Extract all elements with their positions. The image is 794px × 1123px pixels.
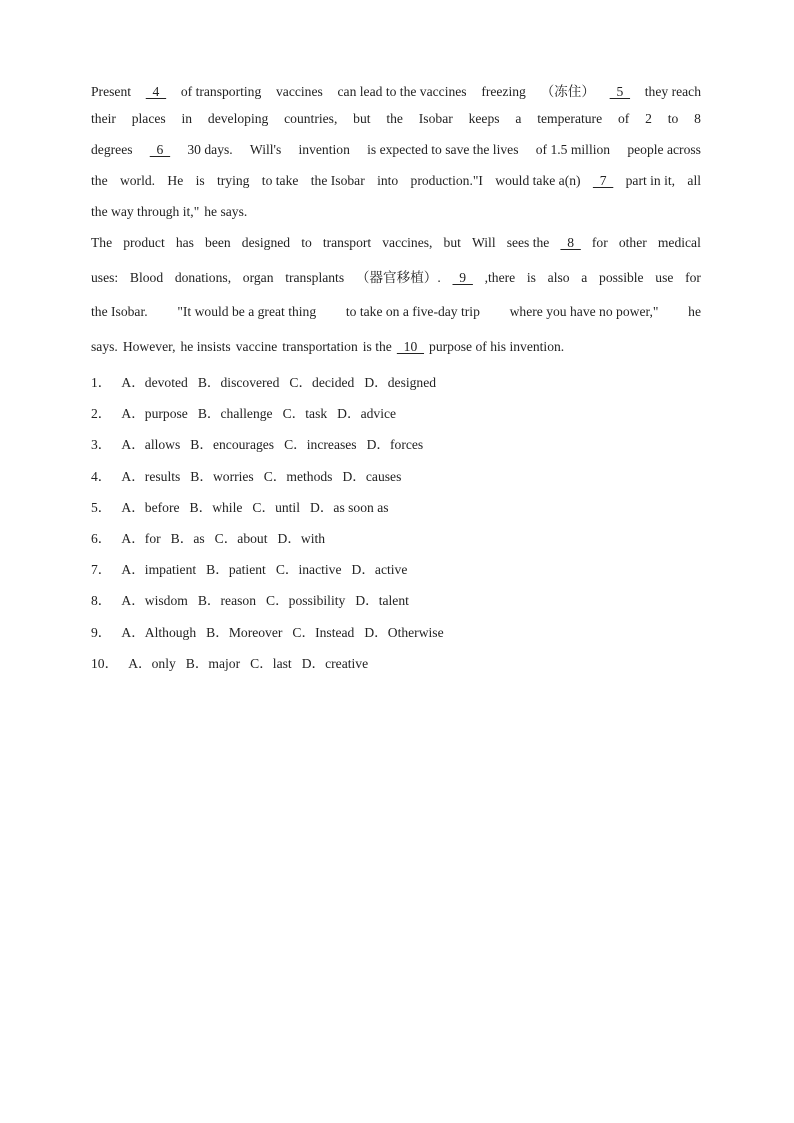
option-a: A．only [128, 655, 176, 671]
passage-word: organ [242, 270, 274, 285]
passage-word: developing [207, 111, 269, 126]
option-a: A．purpose [121, 406, 188, 422]
passage-word: can lead to the vaccines [337, 84, 467, 99]
passage-word: is [195, 173, 205, 188]
passage-word: where you have no power," [509, 304, 659, 319]
question-9 [91, 617, 444, 648]
question-number: 6． [91, 530, 112, 546]
question-number: 1． [91, 375, 112, 390]
question-number: 2． [91, 406, 112, 422]
passage-word: degrees [91, 142, 133, 157]
option-c: C．until [252, 499, 300, 515]
option-d: D．talent [355, 593, 409, 609]
passage-word: of [617, 111, 630, 126]
passage-word: vaccines [276, 84, 323, 99]
option-c: C．methods [263, 468, 333, 484]
passage-word: purpose of his invention. [429, 339, 565, 354]
question-6 [91, 523, 444, 554]
question-number: 10． [91, 655, 119, 671]
passage-word: people across [627, 142, 701, 157]
question-7 [91, 554, 444, 585]
passage-word: possible [599, 270, 644, 285]
passage-word: the way through it," [91, 204, 200, 219]
option-c: C．Instead [292, 624, 355, 640]
option-d: D．designed [364, 375, 437, 390]
question-3 [91, 429, 444, 460]
passage-line [91, 304, 701, 320]
option-d: D．as soon as [310, 499, 389, 515]
passage-line [91, 111, 701, 127]
option-d: D．with [277, 530, 326, 546]
option-b: B．discovered [197, 375, 280, 390]
passage-line [91, 339, 701, 355]
question-4 [91, 461, 444, 492]
option-b: B．challenge [197, 406, 273, 422]
question-number: 8． [91, 593, 112, 609]
option-a: A．before [121, 499, 180, 515]
passage-line [91, 80, 701, 100]
option-c: C．inactive [275, 562, 342, 578]
option-d: D．Otherwise [364, 624, 444, 640]
option-a: A．impatient [121, 562, 197, 578]
passage-line [91, 266, 701, 286]
question-list [91, 367, 444, 679]
passage-word: medical [657, 235, 701, 250]
passage-word: to [667, 111, 679, 126]
passage-word: he insists [180, 339, 231, 354]
option-c: C．task [282, 406, 328, 422]
passage-word: would take a(n) [495, 173, 581, 188]
option-d: D．creative [301, 655, 369, 671]
option-d: D．advice [337, 406, 397, 422]
passage-word: "It would be a great thing [177, 304, 317, 319]
passage-word: sees the [506, 235, 550, 250]
passage-word: invention [298, 142, 350, 157]
blank-9: 9 [452, 270, 473, 285]
passage-word: been [205, 235, 231, 250]
passage-word: Will's [249, 142, 282, 157]
option-a: A．allows [121, 437, 181, 453]
passage-word: 30 days. [187, 142, 233, 157]
option-c: C．decided [289, 375, 355, 390]
passage-word: is expected to save the lives [367, 142, 519, 157]
question-number: 4． [91, 468, 112, 484]
option-d: D．active [351, 562, 408, 578]
passage-word: to [301, 235, 312, 250]
passage-word: places [131, 111, 166, 126]
passage-word: is the [362, 339, 392, 354]
blank-7: 7 [592, 173, 614, 188]
passage-word: freezing [481, 84, 526, 99]
cloze-passage [91, 80, 701, 370]
passage-word: trying [216, 173, 250, 188]
passage-word: transplants [285, 270, 345, 285]
passage-word: other [618, 235, 647, 250]
passage-word: vaccine [235, 339, 278, 354]
passage-word: countries, [284, 111, 338, 126]
passage-word: in [181, 111, 193, 126]
passage-word: transport [322, 235, 372, 250]
option-c: C．last [250, 655, 292, 671]
passage-word: he says. [204, 204, 248, 219]
passage-word: also [547, 270, 570, 285]
option-c: C．increases [284, 437, 357, 453]
passage-line [91, 204, 701, 220]
question-number: 5． [91, 499, 112, 515]
passage-word: vaccines, [382, 235, 433, 250]
passage-word: He [167, 173, 184, 188]
passage-word: 2 [645, 111, 652, 126]
passage-word: into [377, 173, 399, 188]
question-number: 9． [91, 624, 112, 640]
passage-word: the Isobar. [91, 304, 148, 319]
option-c: C．possibility [266, 593, 346, 609]
option-a: A．wisdom [121, 593, 188, 609]
passage-word: says. [91, 339, 118, 354]
passage-word: to take [261, 173, 299, 188]
question-8 [91, 585, 444, 616]
passage-word: of 1.5 million [535, 142, 611, 157]
passage-word: a [515, 111, 522, 126]
option-a: A．Although [121, 624, 197, 640]
blank-10: 10 [396, 339, 425, 354]
passage-word: Present [91, 84, 132, 99]
passage-line [91, 173, 701, 189]
option-b: B．worries [190, 468, 254, 484]
passage-word: ,there [484, 270, 516, 285]
exam-page [91, 80, 701, 671]
passage-word: they reach [644, 84, 701, 99]
passage-word: The [91, 235, 113, 250]
passage-word: donations, [174, 270, 232, 285]
question-number: 3． [91, 437, 112, 453]
passage-word: is [526, 270, 536, 285]
passage-word: the Isobar [310, 173, 365, 188]
passage-word: use [655, 270, 674, 285]
passage-word: （器官移植）. [355, 270, 441, 285]
blank-5: 5 [609, 84, 631, 99]
passage-word: but [353, 111, 371, 126]
option-b: B．reason [197, 593, 256, 609]
passage-line [91, 142, 701, 158]
passage-word: part in it, [625, 173, 676, 188]
question-5 [91, 492, 444, 523]
passage-word: uses: [91, 270, 119, 285]
passage-word: but [443, 235, 461, 250]
passage-word: their [91, 111, 116, 126]
passage-word: temperature [537, 111, 603, 126]
option-c: C．about [214, 530, 268, 546]
passage-word: production."I [410, 173, 483, 188]
passage-word: the [386, 111, 403, 126]
passage-word: 8 [694, 111, 701, 126]
passage-word: for [591, 235, 608, 250]
option-b: B．encourages [190, 437, 275, 453]
option-d: D．causes [342, 468, 402, 484]
question-2 [91, 398, 444, 429]
passage-word: designed [241, 235, 291, 250]
option-a: A．for [121, 530, 161, 546]
option-a: A．devoted [121, 375, 188, 390]
passage-word: for [685, 270, 701, 285]
passage-word: transportation [282, 339, 358, 354]
passage-word: to take on a five-day trip [345, 304, 480, 319]
passage-word: of transporting [180, 84, 262, 99]
passage-line [91, 235, 701, 251]
passage-word: product [123, 235, 165, 250]
option-b: B．patient [206, 562, 266, 578]
option-b: B．as [170, 530, 205, 546]
passage-word: Will [471, 235, 496, 250]
passage-word: However, [122, 339, 176, 354]
option-b: B．while [189, 499, 243, 515]
option-a: A．results [121, 468, 181, 484]
passage-word: keeps [468, 111, 500, 126]
passage-word: （冻住） [540, 84, 595, 99]
question-number: 7． [91, 562, 112, 578]
passage-word: all [687, 173, 701, 188]
option-b: B．major [185, 655, 241, 671]
passage-word: a [581, 270, 588, 285]
option-b: B．Moreover [206, 624, 283, 640]
passage-word: Isobar [418, 111, 453, 126]
passage-word: he [688, 304, 701, 319]
question-10 [91, 648, 444, 679]
passage-word: has [175, 235, 194, 250]
passage-word: the [91, 173, 108, 188]
question-1 [91, 367, 444, 398]
blank-6: 6 [149, 142, 171, 157]
option-d: D．forces [366, 437, 424, 453]
passage-word: Blood [129, 270, 164, 285]
blank-8: 8 [560, 235, 581, 250]
passage-word: world. [119, 173, 156, 188]
blank-4: 4 [145, 84, 167, 99]
